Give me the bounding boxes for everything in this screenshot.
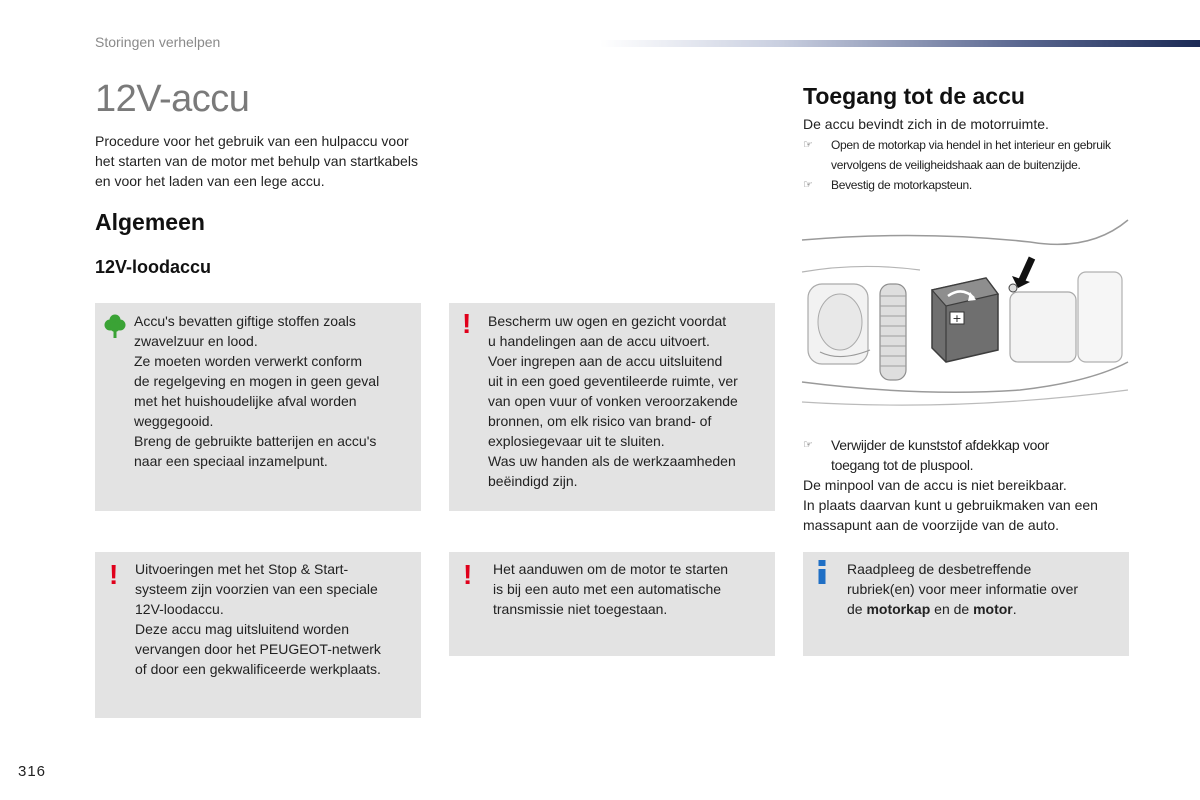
safety-warning-box	[449, 303, 775, 511]
note-line: of door een gekwalificeerde werkplaats.	[135, 661, 381, 677]
note-line: naar een speciaal inzamelpunt.	[134, 453, 328, 469]
note-line: Raadpleeg de desbetreffende	[847, 561, 1032, 577]
note-line: zwavelzuur en lood.	[134, 333, 258, 349]
note-line: explosiegevaar uit te sluiten.	[488, 433, 665, 449]
warning-exclamation-icon: !	[109, 559, 119, 590]
note-text: .	[1012, 601, 1017, 617]
push-start-warning-box	[449, 552, 775, 656]
page-number: 316	[18, 763, 47, 780]
note-line: Was uw handen als de werkzaamheden	[488, 453, 736, 469]
pointing-finger-icon: ☞	[803, 179, 813, 191]
heading-battery-access: Toegang tot de accu	[803, 83, 1025, 109]
paragraph-line: massapunt aan de voorzijde van de auto.	[803, 517, 1060, 533]
intro-text: Procedure voor het gebruik van een hulpaccu voor het starten van de motor met behulp van startkabels en voor het laden van een lege accu.	[95, 133, 418, 189]
paragraph-line: De minpool van de accu is niet bereikbaar.	[803, 477, 1067, 493]
heading-lead-battery: 12V-loodaccu	[95, 257, 212, 277]
instruction-text: Open de motorkap via hendel in het interieur en gebruik	[831, 138, 1111, 152]
note-line: 12V-loodaccu.	[135, 601, 224, 617]
note-line: is bij een auto met een automatische	[493, 581, 722, 597]
bold-term-motorkap: motorkap	[866, 601, 931, 617]
note-line: Ze moeten worden verwerkt conform	[134, 353, 362, 369]
warning-exclamation-icon: !	[463, 559, 473, 590]
note-line: weggegooid.	[134, 413, 214, 429]
note-line: uit in een goed geventileerde ruimte, ver	[488, 373, 738, 389]
stop-start-warning-box	[95, 552, 421, 718]
note-line: met het huishoudelijke afval worden	[134, 393, 357, 409]
page-title: 12V-accu	[95, 78, 250, 120]
note-line: de regelgeving en mogen in geen geval	[134, 373, 380, 389]
note-line: van open vuur of vonken veroorzakende	[488, 393, 738, 409]
engine-bay-illustration	[800, 212, 1130, 412]
note-text: de	[847, 601, 867, 617]
section-header: Storingen verhelpen	[95, 34, 221, 50]
note-line: u handelingen aan de accu uitvoert.	[488, 333, 710, 349]
note-line: beëindigd zijn.	[488, 473, 578, 489]
note-line: vervangen door het PEUGEOT-netwerk	[135, 641, 381, 657]
tree-icon	[104, 313, 126, 344]
plus-terminal-label: +	[952, 312, 962, 325]
note-line: Het aanduwen om de motor te starten	[493, 561, 729, 577]
info-icon	[817, 560, 827, 589]
instruction-text: toegang tot de pluspool.	[831, 457, 974, 473]
note-line	[847, 599, 1017, 619]
note-line: Voer ingrepen aan de accu uitsluitend	[488, 353, 723, 369]
warning-exclamation-icon: !	[462, 308, 472, 339]
instruction-text: Bevestig de motorkapsteun.	[831, 178, 972, 192]
pointing-finger-icon: ☞	[803, 439, 813, 451]
paragraph-line: In plaats daarvan kunt u gebruikmaken van een	[803, 497, 1098, 513]
bold-term-motor: motor	[973, 601, 1013, 617]
note-line: Uitvoeringen met het Stop & Start-	[135, 561, 349, 577]
header-bar	[600, 40, 1200, 47]
note-line: rubriek(en) voor meer informatie over	[847, 581, 1079, 597]
note-line: Breng de gebruikte batterijen en accu's	[134, 433, 377, 449]
environment-note-box	[95, 303, 421, 511]
instruction-text: vervolgens de veiligheidshaak aan de buitenzijde.	[831, 158, 1081, 172]
note-line: Deze accu mag uitsluitend worden	[135, 621, 350, 637]
note-text: en de	[930, 601, 974, 617]
info-note-box	[803, 552, 1129, 656]
note-line: Bescherm uw ogen en gezicht voordat	[488, 313, 727, 329]
instruction-text: Verwijder de kunststof afdekkap voor	[831, 437, 1049, 453]
note-line: Accu's bevatten giftige stoffen zoals	[134, 313, 356, 329]
note-line: systeem zijn voorzien van een speciale	[135, 581, 378, 597]
note-line: transmissie niet toegestaan.	[493, 601, 668, 617]
pointing-finger-icon: ☞	[803, 139, 813, 151]
heading-general: Algemeen	[95, 209, 205, 235]
battery-location-text: De accu bevindt zich in de motorruimte.	[803, 116, 1049, 132]
note-line: bronnen, om elk risico van brand- of	[488, 413, 712, 429]
